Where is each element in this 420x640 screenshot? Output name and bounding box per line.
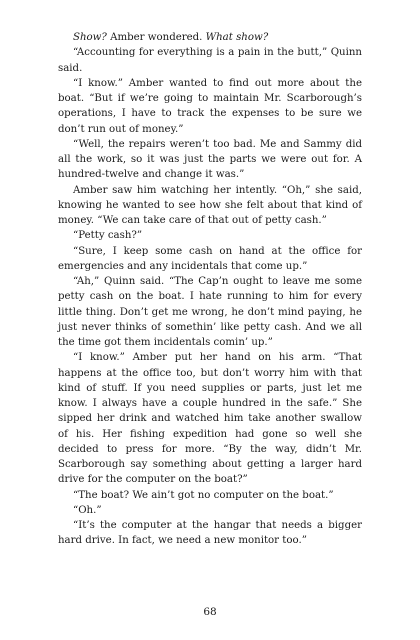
text-run: “Well, the repairs weren’t too bad. Me and Sammy did all the work, so it was just the parts we were out for. A hundred-twelve and change it was.” bbox=[58, 138, 362, 181]
body-text bbox=[58, 30, 362, 549]
text-run: “The boat? We ain’t got no computer on the boat.” bbox=[73, 489, 334, 501]
text-run: Amber wondered. bbox=[106, 32, 206, 43]
paragraph bbox=[58, 518, 362, 549]
italic-text: Show? bbox=[73, 32, 107, 43]
paragraph bbox=[58, 45, 362, 76]
text-run: “Accounting for everything is a pain in the butt,” Quinn said. bbox=[58, 47, 362, 74]
paragraph bbox=[58, 183, 362, 229]
text-run: “Ah,” Quinn said. “The Cap’n ought to leave me some petty cash on the boat. I hate running to him for every little thing. Don’t get me wrong, he don’t mind paying, he just never thinks of somethin’ like petty cash. And we all the time got them incidentals comin’ up.” bbox=[58, 276, 362, 348]
paragraph bbox=[58, 137, 362, 183]
page-number: 68 bbox=[203, 606, 217, 618]
text-run: “It’s the computer at the hangar that needs a bigger hard drive. In fact, we need a new monitor too.” bbox=[58, 520, 362, 547]
paragraph bbox=[58, 488, 362, 503]
paragraph bbox=[58, 244, 362, 275]
italic-text: What show? bbox=[205, 32, 269, 43]
paragraph bbox=[58, 30, 362, 45]
text-run: “Sure, I keep some cash on hand at the office for emergencies and any incidentals that come up.” bbox=[58, 245, 362, 272]
paragraph bbox=[58, 76, 362, 137]
text-run: Amber saw him watching her intently. “Oh,” she said, knowing he wanted to see how she felt about that kind of money. “We can take care of that out of petty cash.” bbox=[58, 184, 362, 226]
paragraph bbox=[58, 350, 362, 487]
paragraph bbox=[58, 274, 362, 350]
text-run: “Oh.” bbox=[73, 504, 102, 516]
paragraph bbox=[58, 503, 362, 518]
paragraph bbox=[58, 228, 362, 243]
text-run: “Petty cash?” bbox=[73, 230, 143, 242]
text-run: “I know.” Amber put her hand on his arm. “That happens at the office too, but don’t worry him with that kind of stuff. If you need supplies or parts, just let me know. I always have a couple hundred in the safe.” She sipped her drink and watched him take another swallow of his. Her fishing expedition had gone so well she decided to press for more. “By the way, didn’t Mr. Scarborough say something about getting a larger hard drive for the computer on the boat?” bbox=[58, 352, 362, 486]
text-run: “I know.” Amber wanted to find out more about the boat. “But if we’re going to maintain Mr. Scarborough’s operations, I have to track the expenses to be sure we don’t run out of money.” bbox=[58, 77, 362, 135]
